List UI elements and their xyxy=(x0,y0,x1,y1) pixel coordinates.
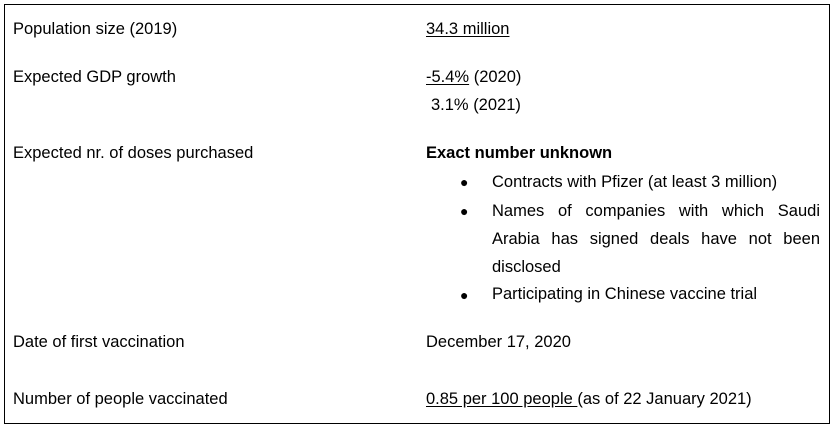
vaccinated-suffix: (as of 22 January 2021) xyxy=(577,390,752,408)
doses-label: Expected nr. of doses purchased xyxy=(13,144,254,162)
doses-bullet-2: Names of companies with which Saudi Arabia has signed deals have not been disclosed xyxy=(492,202,820,276)
doses-bullet-1: Contracts with Pfizer (at least 3 million) xyxy=(492,173,778,191)
gdp-2020-suffix: (2020) xyxy=(473,68,522,86)
doses-bullet-3: Participating in Chinese vaccine trial xyxy=(492,285,758,303)
gdp-2021-value: 3.1% (2021) xyxy=(431,96,521,114)
gdp-2020-link[interactable]: -5.4% xyxy=(426,68,470,86)
doses-heading: Exact number unknown xyxy=(426,144,613,162)
vaccinated-label: Number of people vaccinated xyxy=(13,390,228,408)
population-value-link[interactable]: 34.3 million xyxy=(426,20,510,38)
vaccinated-link[interactable]: 0.85 per 100 people xyxy=(426,390,578,408)
vaccinated-value xyxy=(426,389,752,409)
population-label: Population size (2019) xyxy=(13,20,178,38)
gdp-label: Expected GDP growth xyxy=(13,68,176,86)
first-vaccination-label: Date of first vaccination xyxy=(13,333,185,351)
bullet-icon: ● xyxy=(460,203,469,219)
gdp-2020-value xyxy=(426,67,521,87)
first-vaccination-value: December 17, 2020 xyxy=(426,333,571,351)
bullet-icon: ● xyxy=(460,287,469,303)
bullet-icon: ● xyxy=(460,174,469,190)
